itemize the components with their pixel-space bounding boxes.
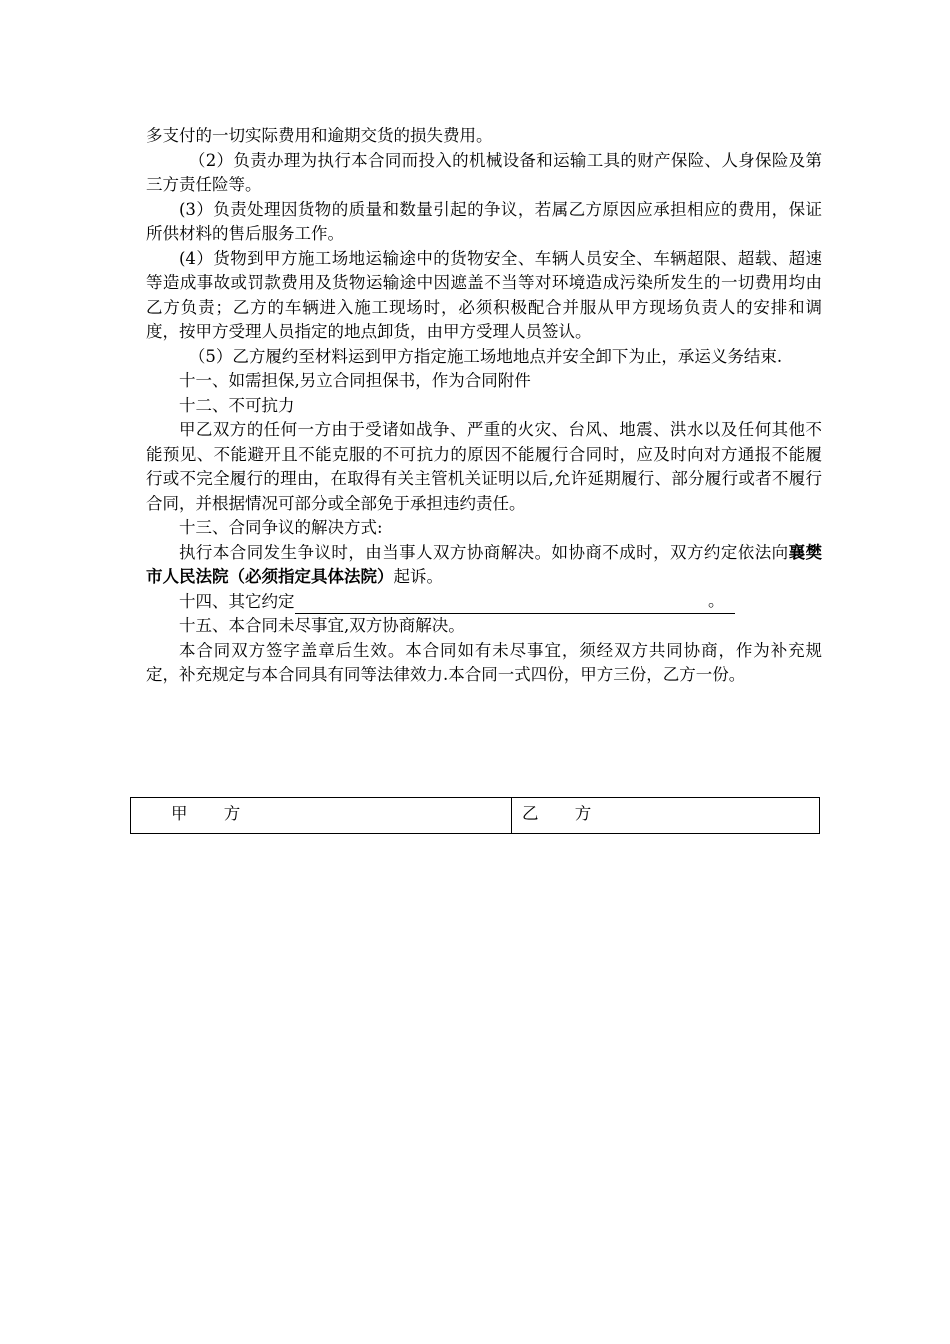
clause-11-guarantee: 十一、如需担保,另立合同担保书，作为合同附件: [179, 371, 531, 390]
paragraph-quality-disputes: (3）负责处理因货物的质量和数量引起的争议，若属乙方原因应承担相应的费用，保证所供材料的售后服务工作。: [146, 199, 822, 243]
party-b-cell: 乙方: [512, 798, 820, 834]
paragraph-effectiveness: 本合同双方签字盖章后生效。本合同如有未尽事宜，须经双方共同协商，作为补充规定，补充规定与本合同具有同等法律效力.本合同一式四份，甲方三份，乙方一份。: [146, 640, 822, 684]
dispute-text: 执行本合同发生争议时，由当事人双方协商解决。如协商不成时，双方约定依法向: [179, 542, 789, 562]
party-a-cell: 甲方: [131, 798, 512, 834]
clause-14-other-terms: [146, 590, 822, 615]
other-terms-blank: [295, 590, 735, 614]
signature-row: [131, 798, 820, 834]
paragraph-insurance: （2）负责办理为执行本合同而投入的机械设备和运输工具的财产保险、人身保险及第三方责任险等。: [146, 150, 822, 194]
blank-period: 。: [708, 590, 725, 610]
paragraph-delay-costs: 多支付的一切实际费用和逾期交货的损失费用。: [146, 126, 493, 145]
signature-table: [130, 797, 820, 834]
paragraph-force-majeure: 甲乙双方的任何一方由于受诸如战争、严重的火灾、台风、地震、洪水以及任何其他不能预见、不能避开且不能克服的不可抗力的原因不能履行合同时，应及时向对方通报不能履行或不完全履行的理由，在取得有关主管机关证明以后,允许延期履行、部分履行或者不履行合同，并根据情况可部分或全部免于承担违约责任。: [146, 420, 822, 513]
contract-body: [146, 124, 822, 688]
other-terms-label: 十四、其它约定: [179, 591, 295, 611]
paragraph-transport-safety: (4）货物到甲方施工场地运输途中的货物安全、车辆人员安全、车辆超限、超载、超速等造成事故或罚款费用及货物运输途中因遮盖不当等对环境造成污染所发生的一切费用均由乙方负责；乙方的车辆进入施工现场时，必须积极配合并服从甲方现场负责人的安排和调度，按甲方受理人员指定的地点卸货，由甲方受理人员签认。: [146, 248, 822, 341]
clause-13-heading: 十三、合同争议的解决方式:: [179, 518, 383, 537]
dispute-text-end: 起诉。: [393, 567, 443, 586]
paragraph-dispute-resolution: [146, 541, 822, 590]
court-name: 襄樊市人民法院（必须指定具体法院）: [146, 542, 823, 586]
paragraph-delivery-completion: （5）乙方履约至材料运到甲方指定施工场地地点并安全卸下为止，承运义务结束.: [188, 346, 783, 366]
clause-15-unresolved: 十五、本合同未尽事宜,双方协商解决。: [179, 616, 465, 635]
clause-12-heading: 十二、不可抗力: [179, 395, 295, 415]
